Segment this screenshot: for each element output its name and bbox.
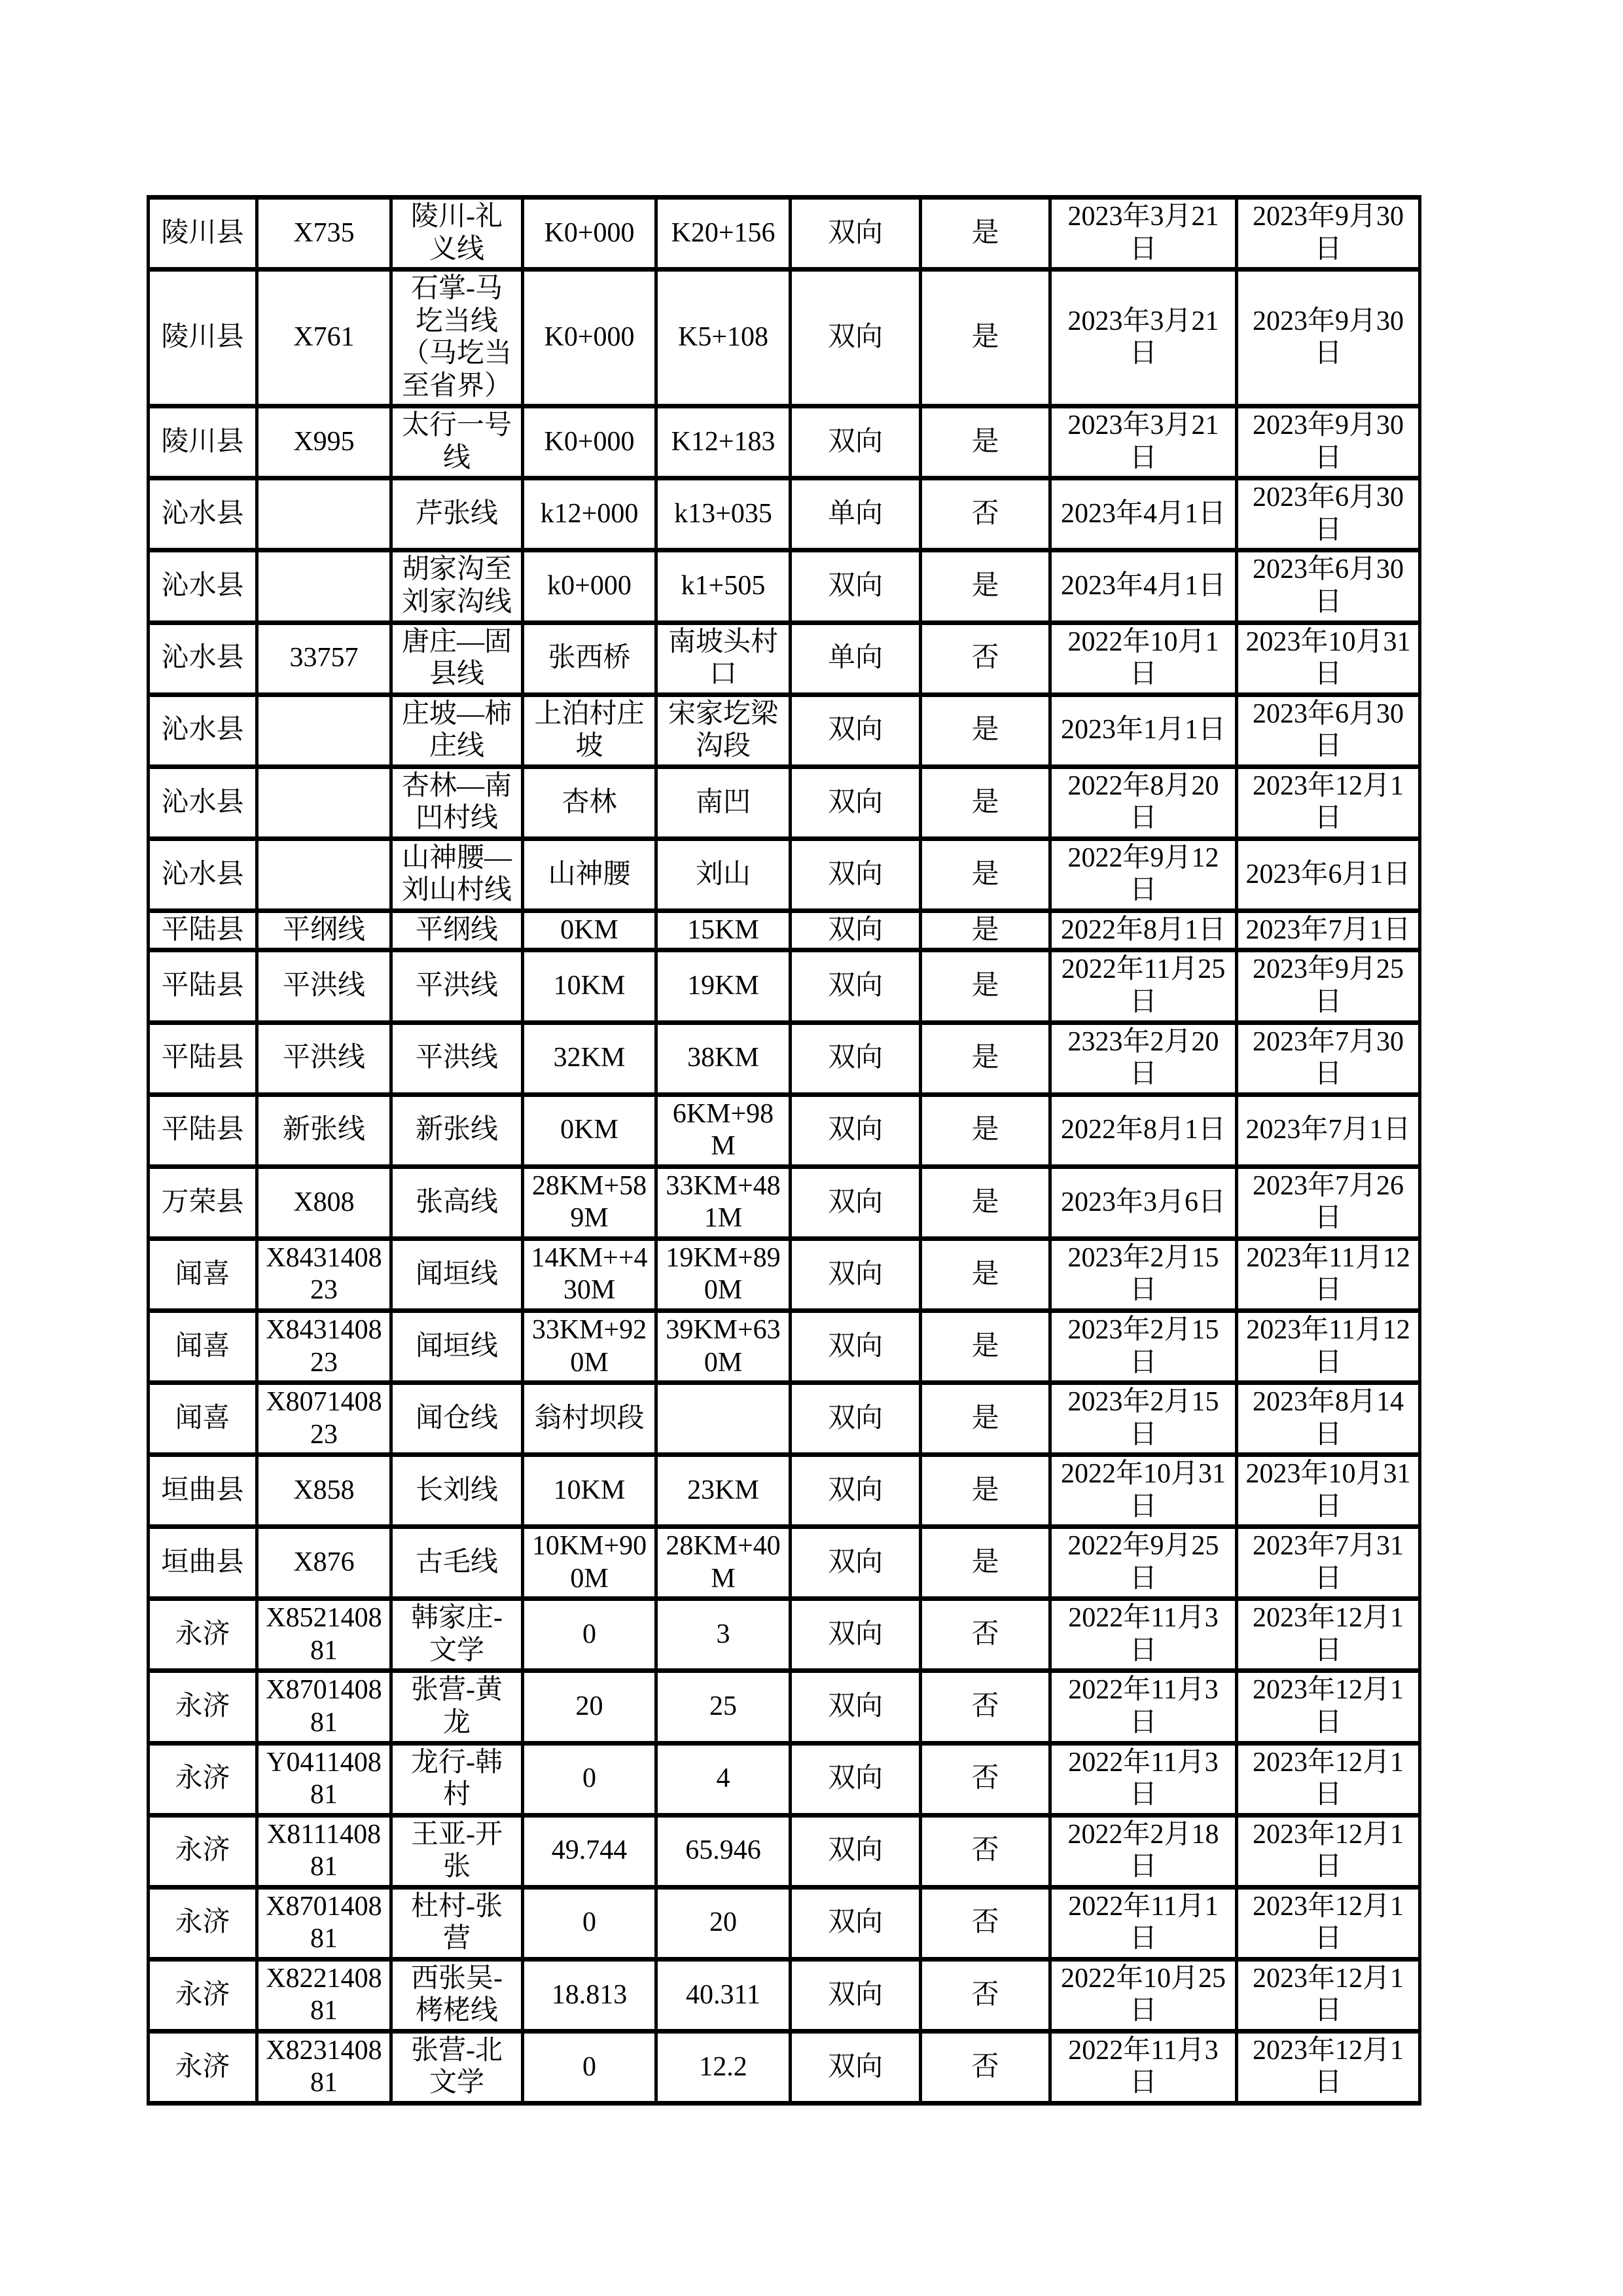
cell-county: 沁水县: [149, 550, 257, 622]
table-row: [149, 2031, 1420, 2103]
cell-direction: 双向: [791, 1094, 921, 1166]
table-row: [149, 270, 1420, 406]
cell-line-name: 杏林—南凹村线: [391, 766, 523, 838]
cell-direction: 双向: [791, 550, 921, 622]
cell-direction: 双向: [791, 198, 921, 270]
cell-direction: 双向: [791, 910, 921, 950]
table-body: [149, 198, 1420, 2104]
cell-start-point: 49.744: [523, 1815, 656, 1887]
cell-line-name: 芹张线: [391, 478, 523, 550]
cell-start-date: 2022年11月3日: [1050, 1599, 1237, 1671]
cell-code: X843140823: [257, 1238, 391, 1310]
cell-start-date: 2023年2月15日: [1050, 1310, 1237, 1382]
table-row: [149, 1022, 1420, 1094]
cell-end-date: 2023年6月30日: [1237, 550, 1420, 622]
cell-direction: 双向: [791, 1671, 921, 1743]
table-row: [149, 1743, 1420, 1815]
cell-end-point: 39KM+630M: [656, 1310, 791, 1382]
cell-code: 新张线: [257, 1094, 391, 1166]
cell-county: 闻喜: [149, 1238, 257, 1310]
cell-direction: 双向: [791, 1959, 921, 2031]
cell-code: X870140881: [257, 1671, 391, 1743]
cell-end-point: 23KM: [656, 1455, 791, 1527]
cell-is-passable: 是: [921, 1022, 1050, 1094]
cell-end-point: 38KM: [656, 1022, 791, 1094]
cell-start-date: 2022年11月3日: [1050, 1671, 1237, 1743]
table-row: [149, 1815, 1420, 1887]
cell-start-date: 2023年2月15日: [1050, 1238, 1237, 1310]
cell-end-date: 2023年10月31日: [1237, 1455, 1420, 1527]
cell-line-name: 张高线: [391, 1166, 523, 1238]
cell-is-passable: 是: [921, 550, 1050, 622]
table-row: [149, 1455, 1420, 1527]
cell-start-date: 2022年11月3日: [1050, 1743, 1237, 1815]
cell-is-passable: 是: [921, 198, 1050, 270]
cell-end-date: 2023年12月1日: [1237, 1887, 1420, 1959]
cell-end-date: 2023年6月1日: [1237, 838, 1420, 910]
cell-end-point: 南凹: [656, 766, 791, 838]
cell-county: 永济: [149, 1743, 257, 1815]
cell-line-name: 闻垣线: [391, 1238, 523, 1310]
cell-line-name: 平洪线: [391, 1022, 523, 1094]
cell-start-date: 2023年3月21日: [1050, 198, 1237, 270]
cell-line-name: 太行一号线: [391, 406, 523, 478]
cell-start-point: 10KM: [523, 1455, 656, 1527]
cell-end-point: 40.311: [656, 1959, 791, 2031]
cell-end-date: 2023年12月1日: [1237, 1599, 1420, 1671]
cell-county: 平陆县: [149, 950, 257, 1022]
table-row: [149, 550, 1420, 622]
cell-line-name: 庄坡—柿庄线: [391, 694, 523, 766]
cell-direction: 双向: [791, 1166, 921, 1238]
cell-line-name: 胡家沟至刘家沟线: [391, 550, 523, 622]
cell-start-date: 2023年2月15日: [1050, 1383, 1237, 1455]
cell-end-point: 6KM+98M: [656, 1094, 791, 1166]
cell-end-point: 25: [656, 1671, 791, 1743]
cell-end-date: 2023年11月12日: [1237, 1310, 1420, 1382]
cell-code: [257, 550, 391, 622]
document-page: [147, 195, 1421, 2106]
table-row: [149, 478, 1420, 550]
cell-line-name: 张营-北文学: [391, 2031, 523, 2103]
cell-is-passable: 否: [921, 478, 1050, 550]
cell-start-date: 2022年8月20日: [1050, 766, 1237, 838]
cell-direction: 双向: [791, 1599, 921, 1671]
table-row: [149, 1527, 1420, 1599]
cell-line-name: 王亚-开张: [391, 1815, 523, 1887]
cell-end-date: 2023年12月1日: [1237, 1959, 1420, 2031]
cell-start-point: 翁村坝段: [523, 1383, 656, 1455]
cell-is-passable: 是: [921, 1527, 1050, 1599]
cell-code: X735: [257, 198, 391, 270]
cell-end-date: 2023年7月31日: [1237, 1527, 1420, 1599]
cell-code: X852140881: [257, 1599, 391, 1671]
cell-code: 平洪线: [257, 950, 391, 1022]
cell-county: 陵川县: [149, 406, 257, 478]
cell-county: 闻喜: [149, 1383, 257, 1455]
cell-start-point: K0+000: [523, 198, 656, 270]
cell-end-date: 2023年11月12日: [1237, 1238, 1420, 1310]
cell-is-passable: 是: [921, 406, 1050, 478]
cell-end-date: 2023年7月30日: [1237, 1022, 1420, 1094]
cell-code: X995: [257, 406, 391, 478]
cell-is-passable: 否: [921, 1815, 1050, 1887]
cell-start-date: 2023年3月6日: [1050, 1166, 1237, 1238]
cell-start-date: 2023年4月1日: [1050, 550, 1237, 622]
cell-is-passable: 否: [921, 1671, 1050, 1743]
cell-direction: 双向: [791, 2031, 921, 2103]
table-row: [149, 1599, 1420, 1671]
cell-start-point: 0: [523, 1599, 656, 1671]
cell-code: X822140881: [257, 1959, 391, 2031]
cell-code: X811140881: [257, 1815, 391, 1887]
cell-is-passable: 是: [921, 1310, 1050, 1382]
cell-end-point: 19KM+890M: [656, 1238, 791, 1310]
cell-start-point: 0: [523, 1743, 656, 1815]
table-row: [149, 622, 1420, 694]
cell-start-point: K0+000: [523, 270, 656, 406]
cell-end-date: 2023年9月30日: [1237, 270, 1420, 406]
cell-start-date: 2023年3月21日: [1050, 406, 1237, 478]
cell-direction: 双向: [791, 1383, 921, 1455]
cell-start-point: 18.813: [523, 1959, 656, 2031]
cell-direction: 双向: [791, 1527, 921, 1599]
cell-end-date: 2023年10月31日: [1237, 622, 1420, 694]
table-row: [149, 1310, 1420, 1382]
cell-county: 平陆县: [149, 910, 257, 950]
cell-end-date: 2023年6月30日: [1237, 478, 1420, 550]
cell-code: [257, 766, 391, 838]
cell-county: 沁水县: [149, 694, 257, 766]
cell-county: 永济: [149, 1815, 257, 1887]
cell-direction: 双向: [791, 406, 921, 478]
cell-end-date: 2023年12月1日: [1237, 766, 1420, 838]
cell-county: 永济: [149, 1887, 257, 1959]
table-row: [149, 1671, 1420, 1743]
cell-start-point: 10KM: [523, 950, 656, 1022]
cell-start-date: 2022年11月25日: [1050, 950, 1237, 1022]
cell-line-name: 张营-黄龙: [391, 1671, 523, 1743]
cell-direction: 双向: [791, 270, 921, 406]
cell-start-date: 2022年8月1日: [1050, 1094, 1237, 1166]
cell-code: X808: [257, 1166, 391, 1238]
cell-end-point: 28KM+40M: [656, 1527, 791, 1599]
cell-line-name: 石掌-马圪当线（马圪当至省界）: [391, 270, 523, 406]
cell-end-point: 20: [656, 1887, 791, 1959]
cell-is-passable: 否: [921, 2031, 1050, 2103]
cell-line-name: 闻仓线: [391, 1383, 523, 1455]
cell-direction: 双向: [791, 1887, 921, 1959]
cell-code: 平洪线: [257, 1022, 391, 1094]
cell-code: X876: [257, 1527, 391, 1599]
cell-end-point: 3: [656, 1599, 791, 1671]
cell-code: 平纲线: [257, 910, 391, 950]
table-row: [149, 1887, 1420, 1959]
cell-county: 永济: [149, 2031, 257, 2103]
table-row: [149, 694, 1420, 766]
cell-end-point: 19KM: [656, 950, 791, 1022]
table-row: [149, 766, 1420, 838]
cell-start-point: 0KM: [523, 910, 656, 950]
table-row: [149, 1238, 1420, 1310]
cell-start-date: 2022年10月25日: [1050, 1959, 1237, 2031]
cell-start-point: 20: [523, 1671, 656, 1743]
cell-is-passable: 是: [921, 838, 1050, 910]
cell-county: 沁水县: [149, 838, 257, 910]
cell-direction: 单向: [791, 478, 921, 550]
cell-line-name: 唐庄—固县线: [391, 622, 523, 694]
cell-start-point: k0+000: [523, 550, 656, 622]
table-row: [149, 406, 1420, 478]
cell-is-passable: 否: [921, 1887, 1050, 1959]
cell-county: 陵川县: [149, 198, 257, 270]
cell-county: 沁水县: [149, 478, 257, 550]
cell-start-point: 杏林: [523, 766, 656, 838]
table-row: [149, 1959, 1420, 2031]
cell-county: 平陆县: [149, 1022, 257, 1094]
cell-direction: 双向: [791, 1455, 921, 1527]
cell-end-point: k13+035: [656, 478, 791, 550]
cell-end-date: 2023年12月1日: [1237, 1815, 1420, 1887]
cell-is-passable: 是: [921, 1383, 1050, 1455]
cell-is-passable: 是: [921, 1455, 1050, 1527]
cell-county: 垣曲县: [149, 1527, 257, 1599]
cell-is-passable: 否: [921, 1959, 1050, 2031]
cell-start-date: 2022年8月1日: [1050, 910, 1237, 950]
cell-code: X858: [257, 1455, 391, 1527]
cell-start-date: 2323年2月20日: [1050, 1022, 1237, 1094]
cell-county: 垣曲县: [149, 1455, 257, 1527]
cell-code: X761: [257, 270, 391, 406]
cell-start-point: 上泊村庄坡: [523, 694, 656, 766]
cell-is-passable: 是: [921, 910, 1050, 950]
cell-end-point: 宋家圪梁沟段: [656, 694, 791, 766]
cell-end-point: 65.946: [656, 1815, 791, 1887]
table-row: [149, 198, 1420, 270]
cell-end-date: 2023年9月25日: [1237, 950, 1420, 1022]
cell-start-date: 2023年3月21日: [1050, 270, 1237, 406]
cell-line-name: 平纲线: [391, 910, 523, 950]
cell-start-date: 2023年1月1日: [1050, 694, 1237, 766]
cell-start-point: K0+000: [523, 406, 656, 478]
cell-code: 33757: [257, 622, 391, 694]
cell-direction: 双向: [791, 1743, 921, 1815]
cell-start-point: 33KM+920M: [523, 1310, 656, 1382]
cell-direction: 单向: [791, 622, 921, 694]
cell-is-passable: 是: [921, 766, 1050, 838]
table-row: [149, 910, 1420, 950]
cell-start-point: 10KM+900M: [523, 1527, 656, 1599]
cell-line-name: 闻垣线: [391, 1310, 523, 1382]
cell-start-point: 山神腰: [523, 838, 656, 910]
cell-line-name: 杜村-张营: [391, 1887, 523, 1959]
cell-line-name: 长刘线: [391, 1455, 523, 1527]
cell-end-date: 2023年12月1日: [1237, 1671, 1420, 1743]
cell-code: X807140823: [257, 1383, 391, 1455]
cell-end-point: 南坡头村口: [656, 622, 791, 694]
cell-line-name: 陵川-礼义线: [391, 198, 523, 270]
cell-direction: 双向: [791, 766, 921, 838]
cell-start-date: 2022年2月18日: [1050, 1815, 1237, 1887]
cell-end-date: 2023年12月1日: [1237, 2031, 1420, 2103]
cell-code: X843140823: [257, 1310, 391, 1382]
cell-is-passable: 是: [921, 1238, 1050, 1310]
cell-end-point: K20+156: [656, 198, 791, 270]
cell-code: X823140881: [257, 2031, 391, 2103]
cell-start-date: 2023年4月1日: [1050, 478, 1237, 550]
cell-is-passable: 是: [921, 950, 1050, 1022]
cell-end-point: K12+183: [656, 406, 791, 478]
cell-start-date: 2022年11月3日: [1050, 2031, 1237, 2103]
cell-line-name: 新张线: [391, 1094, 523, 1166]
cell-is-passable: 是: [921, 1166, 1050, 1238]
cell-end-point: 刘山: [656, 838, 791, 910]
cell-end-date: 2023年12月1日: [1237, 1743, 1420, 1815]
cell-code: X870140881: [257, 1887, 391, 1959]
cell-is-passable: 是: [921, 1094, 1050, 1166]
cell-start-point: 张西桥: [523, 622, 656, 694]
cell-code: Y041140881: [257, 1743, 391, 1815]
cell-line-name: 西张吴-栲栳线: [391, 1959, 523, 2031]
cell-is-passable: 是: [921, 270, 1050, 406]
cell-start-point: k12+000: [523, 478, 656, 550]
cell-line-name: 古毛线: [391, 1527, 523, 1599]
cell-direction: 双向: [791, 1238, 921, 1310]
cell-direction: 双向: [791, 1815, 921, 1887]
cell-end-point: 33KM+481M: [656, 1166, 791, 1238]
table-row: [149, 1383, 1420, 1455]
cell-end-date: 2023年9月30日: [1237, 406, 1420, 478]
cell-is-passable: 是: [921, 694, 1050, 766]
cell-start-point: 32KM: [523, 1022, 656, 1094]
cell-code: [257, 694, 391, 766]
table-row: [149, 1166, 1420, 1238]
table-row: [149, 1094, 1420, 1166]
cell-end-point: k1+505: [656, 550, 791, 622]
cell-direction: 双向: [791, 694, 921, 766]
cell-end-date: 2023年8月14日: [1237, 1383, 1420, 1455]
cell-line-name: 山神腰—刘山村线: [391, 838, 523, 910]
cell-end-point: K5+108: [656, 270, 791, 406]
cell-start-point: 28KM+589M: [523, 1166, 656, 1238]
cell-code: [257, 838, 391, 910]
cell-start-date: 2022年10月31日: [1050, 1455, 1237, 1527]
cell-end-point: [656, 1383, 791, 1455]
cell-is-passable: 否: [921, 1599, 1050, 1671]
cell-end-date: 2023年7月1日: [1237, 910, 1420, 950]
cell-is-passable: 否: [921, 1743, 1050, 1815]
road-closure-table: [147, 195, 1421, 2106]
cell-county: 沁水县: [149, 766, 257, 838]
cell-county: 闻喜: [149, 1310, 257, 1382]
cell-direction: 双向: [791, 1022, 921, 1094]
cell-direction: 双向: [791, 1310, 921, 1382]
cell-start-date: 2022年9月12日: [1050, 838, 1237, 910]
cell-direction: 双向: [791, 838, 921, 910]
table-row: [149, 838, 1420, 910]
cell-code: [257, 478, 391, 550]
cell-start-date: 2022年11月1日: [1050, 1887, 1237, 1959]
cell-county: 沁水县: [149, 622, 257, 694]
cell-line-name: 韩家庄-文学: [391, 1599, 523, 1671]
table-row: [149, 950, 1420, 1022]
cell-start-point: 14KM++430M: [523, 1238, 656, 1310]
cell-county: 永济: [149, 1959, 257, 2031]
cell-is-passable: 否: [921, 622, 1050, 694]
cell-end-date: 2023年9月30日: [1237, 198, 1420, 270]
cell-end-date: 2023年6月30日: [1237, 694, 1420, 766]
cell-county: 陵川县: [149, 270, 257, 406]
cell-county: 永济: [149, 1671, 257, 1743]
cell-line-name: 龙行-韩村: [391, 1743, 523, 1815]
cell-end-date: 2023年7月1日: [1237, 1094, 1420, 1166]
cell-start-point: 0: [523, 2031, 656, 2103]
cell-direction: 双向: [791, 950, 921, 1022]
cell-county: 平陆县: [149, 1094, 257, 1166]
cell-end-point: 4: [656, 1743, 791, 1815]
cell-line-name: 平洪线: [391, 950, 523, 1022]
cell-start-date: 2022年9月25日: [1050, 1527, 1237, 1599]
cell-start-point: 0: [523, 1887, 656, 1959]
cell-county: 永济: [149, 1599, 257, 1671]
cell-county: 万荣县: [149, 1166, 257, 1238]
cell-start-point: 0KM: [523, 1094, 656, 1166]
cell-end-date: 2023年7月26日: [1237, 1166, 1420, 1238]
cell-end-point: 12.2: [656, 2031, 791, 2103]
cell-end-point: 15KM: [656, 910, 791, 950]
cell-start-date: 2022年10月1日: [1050, 622, 1237, 694]
